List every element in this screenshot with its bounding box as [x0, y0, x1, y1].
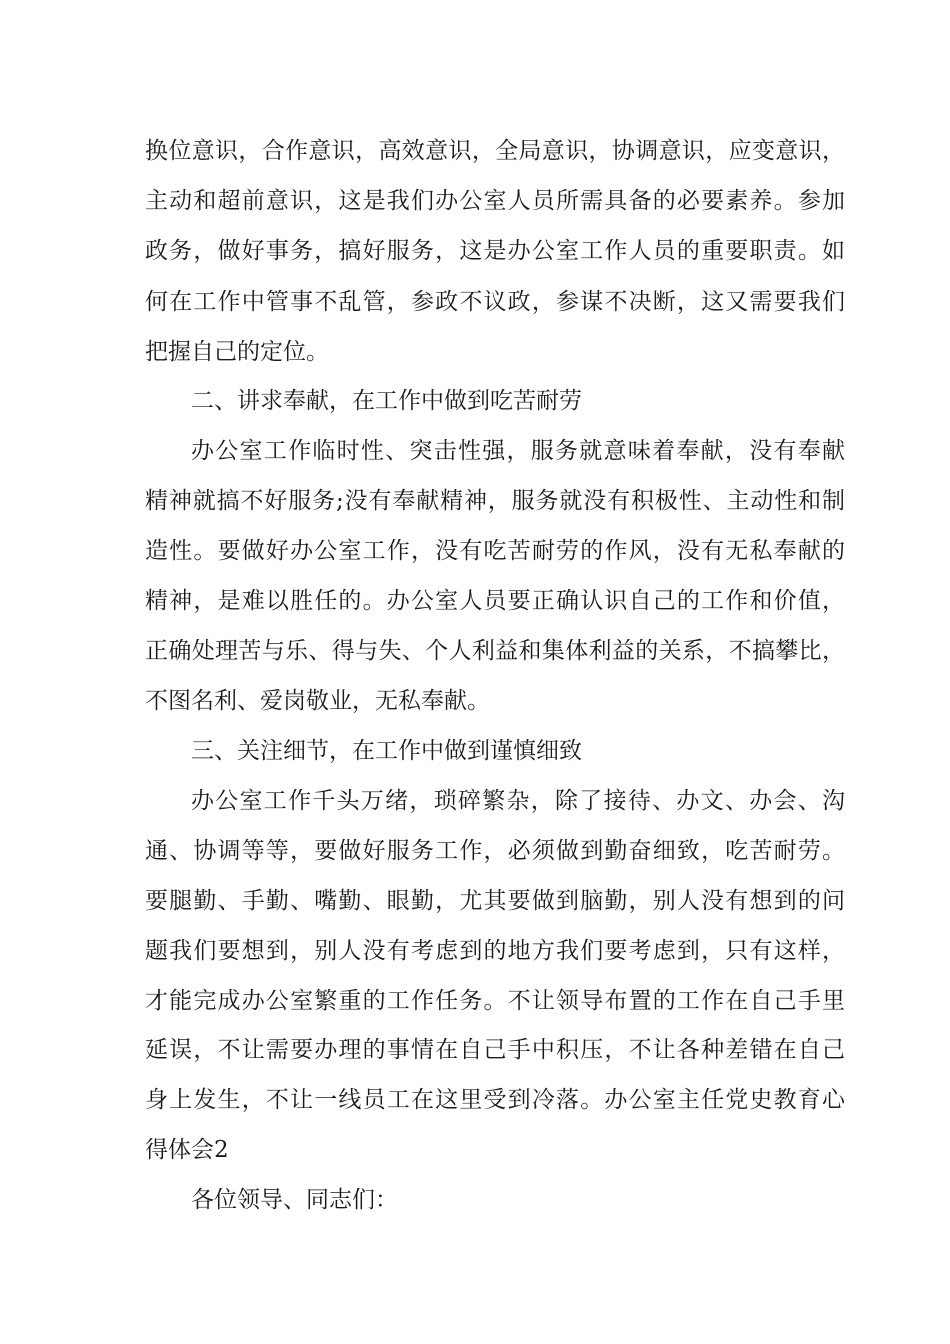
body-line: 要腿勤、手勤、嘴勤、眼勤，尤其要做到脑勤，别人没有想到的问: [145, 888, 845, 914]
body-line: 题我们要想到，别人没有考虑到的地方我们要考虑到，只有这样，: [145, 938, 845, 964]
body-line: 身上发生，不让一线员工在这里受到冷落。办公室主任党史教育心: [145, 1087, 845, 1113]
section-heading: 三、关注细节，在工作中做到谨慎细致: [191, 738, 582, 764]
body-line: 正确处理苦与乐、得与失、个人利益和集体利益的关系，不搞攀比，: [145, 638, 845, 664]
body-line: 政务，做好事务，搞好服务，这是办公室工作人员的重要职责。如: [145, 238, 845, 264]
body-line: 不图名利、爱岗敬业，无私奉献。: [145, 688, 490, 714]
body-line: 换位意识，合作意识，高效意识，全局意识，协调意识，应变意识，: [145, 138, 845, 164]
body-line: 精神，是难以胜任的。办公室人员要正确认识自己的工作和价值，: [145, 588, 845, 614]
body-line: 精神就搞不好服务;没有奉献精神，服务就没有积极性、主动性和制: [145, 488, 845, 514]
body-line: 办公室工作千头万绪，琐碎繁杂，除了接待、办文、办会、沟: [191, 788, 845, 814]
body-line: 才能完成办公室繁重的工作任务。不让领导布置的工作在自己手里: [145, 988, 845, 1014]
body-line: 通、协调等等，要做好服务工作，必须做到勤奋细致，吃苦耐劳。: [145, 838, 845, 864]
body-line: 主动和超前意识，这是我们办公室人员所需具备的必要素养。参加: [145, 188, 845, 214]
body-line: 得体会2: [145, 1137, 229, 1163]
body-line: 办公室工作临时性、突击性强，服务就意味着奉献，没有奉献: [191, 438, 845, 464]
body-line: 延误，不让需要办理的事情在自己手中积压，不让各种差错在自己: [145, 1037, 845, 1063]
salutation: 各位领导、同志们：: [191, 1187, 398, 1213]
body-line: 把握自己的定位。: [145, 339, 329, 365]
body-line: 造性。要做好办公室工作，没有吃苦耐劳的作风，没有无私奉献的: [145, 538, 845, 564]
body-line: 何在工作中管事不乱管，参政不议政，参谋不决断，这又需要我们: [145, 289, 845, 315]
section-heading: 二、讲求奉献，在工作中做到吃苦耐劳: [191, 388, 582, 414]
